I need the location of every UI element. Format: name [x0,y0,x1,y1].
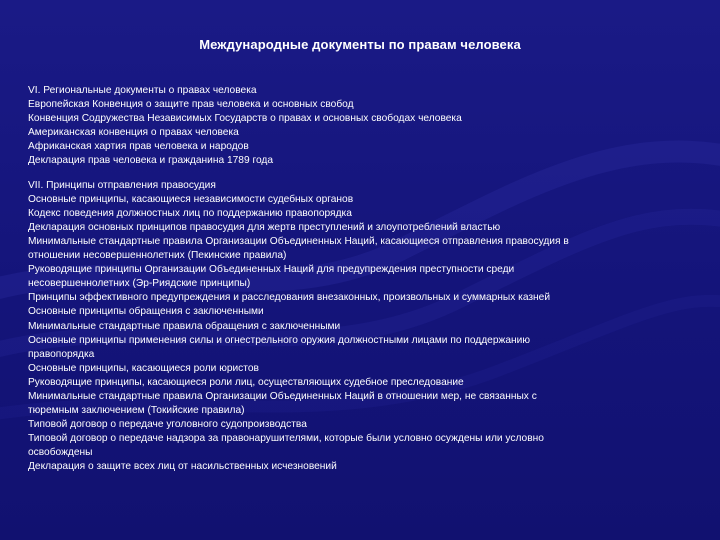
document-list [28,84,690,475]
list-item: Европейская Конвенция о защите прав человека и основных свобод [28,99,354,111]
list-item: тюремным заключением (Токийские правила) [28,405,245,417]
list-item: отношении несовершеннолетних (Пекинские правила) [28,250,287,262]
list-item: правопорядка [28,348,95,360]
list-item: Руководящие принципы Организации Объединенных Наций для предупреждения преступности среди [28,264,515,276]
list-item: Минимальные стандартные правила Организации Объединенных Наций, касающиеся отправления правосудия в [28,235,569,247]
list-item: Африканская хартия прав человека и народов [28,141,249,153]
page-title: Международные документы по правам человека [199,37,521,52]
list-item: освобождены [28,447,93,459]
list-item: Американская конвенция о правах человека [28,127,239,139]
list-item: Декларация основных принципов правосудия для жертв преступлений и злоупотреблений властью [28,221,501,233]
section-heading: VI. Региональные документы о правах человека [28,85,257,96]
list-item: Основные принципы обращения с заключенными [28,306,264,318]
list-item: Основные принципы, касающиеся независимости судебных органов [28,193,354,205]
list-item: Руководящие принципы, касающиеся роли лиц, осуществляющих судебное преследование [28,376,464,388]
list-item: Конвенция Содружества Независимых Государств о правах и основных свободах человека [28,113,462,125]
list-item: несовершеннолетних (Эр-Риядские принципы) [28,278,251,290]
section-regional-documents [28,84,690,169]
section-justice-principles [28,179,690,475]
list-item: Основные принципы, касающиеся роли юристов [28,362,259,374]
list-item: Принципы эффективного предупреждения и расследования внезаконных, произвольных и суммарных казней [28,292,551,304]
list-item: Типовой договор о передаче уголовного судопроизводства [28,419,307,431]
list-item: Основные принципы применения силы и огнестрельного оружия должностными лицами по поддержанию [28,334,530,346]
list-item: Декларация прав человека и гражданина 1789 года [28,155,274,167]
list-item: Типовой договор о передаче надзора за правонарушителями, которые были условно осуждены или условно [28,433,544,445]
section-heading: VII. Принципы отправления правосудия [28,179,216,191]
list-item: Минимальные стандартные правила обращения с заключенными [28,320,341,332]
list-item: Декларация о защите всех лиц от насильственных исчезновений [28,461,337,473]
list-item: Минимальные стандартные правила Организации Объединенных Наций в отношении мер, не связанных с [28,390,537,402]
list-item: Кодекс поведения должностных лиц по поддержанию правопорядка [28,207,352,219]
